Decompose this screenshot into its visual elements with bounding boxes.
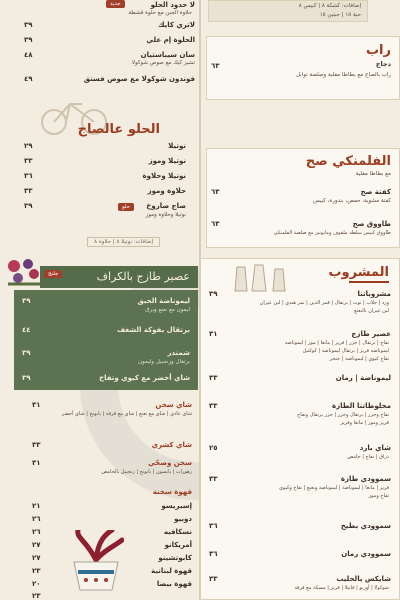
drinks-card [200,258,400,600]
juice-badge: جلنج [44,270,62,278]
extras-line: حبة ١٥ | حبتين ١٥ [319,12,361,18]
item-desc: حلاوة الجبن مع حلوة قشطة [128,10,192,16]
menu-item: شاي بارد ٢٥ [209,444,391,452]
item-name: دجاج [375,60,391,68]
new-badge: جديد [106,0,125,8]
menu-item: نوتيلا وحلاوة ٣٦ [24,172,186,180]
menu-item: كفتة صح ٦٣ [211,188,391,196]
menu-item: إسبريسو ٢١ [32,502,192,510]
coffee-heading: قهوة سخنة [152,488,192,496]
menu-item: لاتري كايك ٣٩ [24,21,195,29]
item-desc: شوكولا | أوريو | فانيلا | فريز | مسكة مع قرفة [294,585,389,591]
item-desc: مع بطاطا مقلية [355,171,391,177]
item-desc: كفتة مشوية، حمص، بندورة، كبيس [312,198,391,204]
menu-item: نسكافيه ٢٦ [32,528,192,536]
menu-item: شمندر ٣٩ [22,349,190,357]
item-desc: راب بالصاج مع بطاطا مقلية وصلصة توابل [296,72,391,78]
juices-box [14,290,198,390]
menu-item: مشروباتنا ٣٩ [209,290,391,298]
item-desc: تشيز كيك مع صوص شوكولا [131,60,195,66]
menu-item: ليموناضة الحبق ٣٩ [22,297,190,305]
item-desc: تفاح وجزر | برتقال وجزر | جزر برتقال وتفاح [297,412,389,418]
potted-plant-illustration [68,530,124,592]
extras-box [208,0,368,22]
flower-illustration [4,256,44,286]
item-desc: برتقال وزنجبيل وليمون [138,359,190,365]
menu-item: طاووق صح ٦٣ [211,220,391,228]
extras-box: إضافات: نوتيلا ٨ | حلاوة ٨ [87,237,160,247]
item-desc: فريز وموز | مانغا وفريز [340,420,389,426]
item-desc: تفاح وموز [368,493,389,499]
rap-card [206,36,400,100]
menu-item: عصير طازج ٣١ [209,330,391,338]
item-desc: ليمون مع نعنع وبرق [145,307,190,313]
menu-item: أمريكانو ٢٧ [32,541,192,549]
menu-item: نوتيلا ٢٩ [24,142,186,150]
item-desc: تفاح | برتقال | جزر | فريز | مانغا | موز | ليموناضة [284,340,389,346]
section-heading-drinks: المشروب [328,265,389,280]
menu-item: فوندون شوكولا مع صوص فستق ٤٩ [24,75,195,83]
item-desc: ورد | جلاب | توت | برتقال | قمر الدين | تمر هندي | لبن عيران [259,300,389,306]
menu-item: سموودي طازة ٣٣ [209,475,391,483]
item-desc: ليموناضة فريز | برتقال ليموناضة | كوكتيل [302,348,389,354]
menu-item: سخن وصحّي ٣١ [32,459,192,467]
falamanki-card [206,148,400,248]
item-desc: فريز | مانغا | ليموناضة | ليموناضة ونعنع | تفاح وكيوي [278,485,389,491]
section-heading-falamanki: الفلمنكي صح [305,154,391,169]
section-heading-sweets: الحلو عالصاج [77,122,160,137]
menu-item: برتقال بفوكة الشغف ٤٤ [22,326,190,334]
menu-item: شاي كشري ٣٣ [32,441,192,449]
menu-item: شايكس بالحليب ٣٣ [209,575,391,583]
menu-item: شاي سخن ٣١ [32,401,192,409]
menu-item: مخلوطاتنا الطازة ٣٣ [209,402,391,410]
menu-item: الحلوة إم علي ٣٩ [24,36,195,44]
section-heading-rap: راب [365,43,391,58]
menu-item: كابوتشينو ٢٧ [32,554,192,562]
menu-item: سموودي بطيخ ٣٦ [209,522,391,530]
item-desc: شاي عادي | شاي مع نعنع | شاي مع قرفة | بابونج | شاي أخضر [61,411,192,417]
menu-item: صاج صاروخ ٣٩ [24,202,186,210]
menu-item: قهوة بيضا ٢٠ [32,580,192,588]
item-desc: لبن عيران بالنعنع [354,308,389,314]
section-heading-juices: عصير طازج بالكراف [40,266,198,288]
menu-item: ليموناضة | رمان ٣٣ [209,374,391,382]
right-column [200,0,400,600]
heading-underline [349,281,389,283]
item-desc: دراق | تفاح | حامض [347,454,389,460]
menu-item: ٢٣ [32,592,41,600]
item-desc: طاووق كبيس سلطة ملفوف ومايونيز مع صلصة الفلمنكي [273,230,391,236]
menu-item: سموودي رمان ٣٦ [209,550,391,558]
menu-item: حلاوة وموز ٣٣ [24,187,186,195]
item-price: ٦٣ [211,62,220,70]
sweet-badge: حلو [118,203,134,211]
menu-item: دوبيو ٢٦ [32,515,192,523]
menu-item: سان سيباستيان ٤٨ [24,51,195,59]
menu-item: قهوة لبنانية ٢٣ [32,567,192,575]
menu-item: نوتيلا وموز ٣٣ [24,157,186,165]
menu-item: لا حدود الحلو [150,1,195,9]
item-desc: زهورات | يانسون | بابونج | زنجبيل بالحامض [101,469,192,475]
extras-line: إضافات: كشكة ٨ | كبيس ٨ [298,3,361,9]
item-desc: نوتيلا وحلاوة وموز [145,212,186,218]
menu-item: شاي أخضر مع كيوي وتفاح ٣٩ [22,374,190,382]
item-desc: تفاح كيوي | ليموناضة | جنجر [329,356,389,362]
